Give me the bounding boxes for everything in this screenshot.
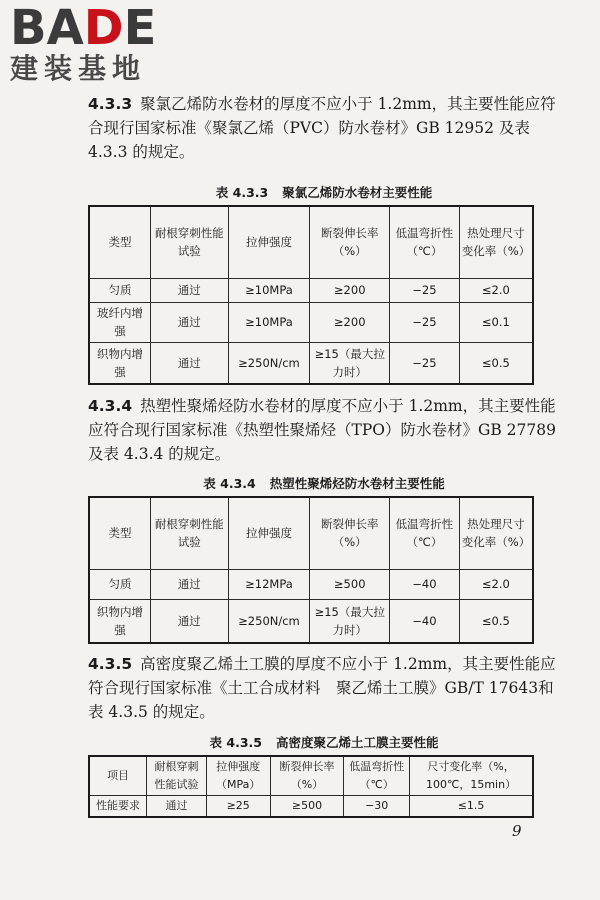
table-header-row: [89, 206, 533, 278]
table-cell: ≤2.0: [459, 278, 533, 302]
header-cell: 拉伸强度: [228, 497, 310, 569]
table-cell: −40: [390, 569, 460, 599]
table-cell: 玻纤内增强: [89, 302, 151, 342]
header-cell: 低温弯折性（℃）: [390, 206, 460, 278]
table-number: 表 4.3.5: [209, 735, 262, 750]
table-cell: 通过: [151, 278, 228, 302]
table-header-row: [89, 497, 533, 569]
table-cell: −25: [390, 342, 460, 384]
header-cell: 耐根穿刺性能试验: [151, 206, 228, 278]
page-number: 9: [512, 822, 522, 840]
header-cell: 类型: [89, 206, 151, 278]
table-cell: −30: [344, 796, 410, 818]
table-row: [89, 569, 533, 599]
table-cell: ≥250N/cm: [228, 599, 310, 643]
table-row: [89, 796, 533, 818]
table-cell: ≥10MPa: [228, 278, 310, 302]
table-4-3-3-caption: [88, 183, 560, 201]
table-cell: ≤1.5: [410, 796, 533, 818]
table-cell: ≥250N/cm: [228, 342, 310, 384]
header-cell: 项目: [89, 756, 147, 796]
table-cell: −25: [390, 278, 460, 302]
table-header-row: [89, 756, 533, 796]
table-4-3-4-caption: [88, 474, 560, 492]
section-number: 4.3.4: [88, 397, 133, 415]
table-cell: 匀质: [89, 278, 151, 302]
logo-wordmark: [10, 0, 157, 56]
header-cell: 拉伸强度: [228, 206, 310, 278]
table-cell: ≥10MPa: [228, 302, 310, 342]
table-cell: ≥500: [310, 569, 390, 599]
logo-text-ba: BA: [10, 0, 84, 56]
table-cell: ≥15（最大拉力时）: [310, 599, 390, 643]
table-4-3-4: [88, 496, 534, 644]
table-row: [89, 278, 533, 302]
section-4-3-3: [88, 92, 560, 164]
header-cell: 耐根穿刺性能试验: [151, 497, 228, 569]
header-cell: 拉伸强度（MPa）: [206, 756, 270, 796]
table-number: 表 4.3.3: [215, 185, 269, 200]
table-cell: 通过: [151, 569, 228, 599]
table-cell: 通过: [151, 342, 228, 384]
table-row: [89, 342, 533, 384]
table-cell: 织物内增强: [89, 599, 151, 643]
table-title: 热塑性聚烯烃防水卷材主要性能: [269, 476, 445, 491]
logo-text-e: E: [123, 0, 157, 56]
table-row: [89, 302, 533, 342]
table-cell: ≥500: [270, 796, 344, 818]
table-cell: ≥25: [206, 796, 270, 818]
section-text: 聚氯乙烯防水卷材的厚度不应小于 1.2mm，其主要性能应符合现行国家标准《聚氯乙烯（PVC）防水卷材》GB 12952 及表 4.3.3 的规定。: [88, 95, 556, 161]
section-number: 4.3.5: [88, 655, 133, 673]
logo-subtitle: 建装基地: [10, 52, 147, 85]
section-number: 4.3.3: [88, 95, 133, 113]
table-cell: 通过: [151, 302, 228, 342]
table-4-3-5: [88, 755, 534, 818]
table-title: 聚氯乙烯防水卷材主要性能: [282, 185, 433, 200]
table-cell: −25: [390, 302, 460, 342]
table-cell: ≤2.0: [459, 569, 533, 599]
header-cell: 耐根穿刺性能试验: [147, 756, 207, 796]
table-cell: −40: [390, 599, 460, 643]
table-number: 表 4.3.4: [203, 476, 256, 491]
table-cell: ≥12MPa: [228, 569, 310, 599]
section-4-3-5: [88, 652, 560, 724]
table-cell: 织物内增强: [89, 342, 151, 384]
header-cell: 断裂伸长率（%）: [270, 756, 344, 796]
section-4-3-4: [88, 394, 560, 466]
header-cell: 断裂伸长率（%）: [310, 497, 390, 569]
table-cell: 通过: [147, 796, 207, 818]
header-cell: 低温弯折性（℃）: [344, 756, 410, 796]
section-text: 高密度聚乙烯土工膜的厚度不应小于 1.2mm，其主要性能应符合现行国家标准《土工合成材料 聚乙烯土工膜》GB/T 17643和表 4.3.5 的规定。: [88, 655, 556, 721]
table-cell: 性能要求: [89, 796, 147, 818]
table-cell: ≤0.5: [459, 342, 533, 384]
table-cell: 匀质: [89, 569, 151, 599]
header-cell: 热处理尺寸变化率（%）: [459, 206, 533, 278]
logo-text-d: D: [83, 0, 124, 56]
header-cell: 尺寸变化率（%，100℃，15min）: [410, 756, 533, 796]
table-4-3-3: [88, 205, 534, 385]
section-text: 热塑性聚烯烃防水卷材的厚度不应小于 1.2mm，其主要性能应符合现行国家标准《热塑性聚烯烃（TPO）防水卷材》GB 27789 及表 4.3.4 的规定。: [88, 397, 556, 463]
table-4-3-5-caption: [88, 733, 560, 751]
table-cell: ≥15（最大拉力时）: [310, 342, 390, 384]
table-cell: ≤0.5: [459, 599, 533, 643]
table-row: [89, 599, 533, 643]
header-cell: 断裂伸长率（%）: [310, 206, 390, 278]
table-cell: ≥200: [310, 278, 390, 302]
table-cell: ≥200: [310, 302, 390, 342]
table-cell: ≤0.1: [459, 302, 533, 342]
header-cell: 类型: [89, 497, 151, 569]
table-cell: 通过: [151, 599, 228, 643]
table-title: 高密度聚乙烯土工膜主要性能: [275, 735, 439, 750]
header-cell: 热处理尺寸变化率（%）: [459, 497, 533, 569]
header-cell: 低温弯折性（℃）: [390, 497, 460, 569]
bade-logo: [10, 0, 157, 86]
